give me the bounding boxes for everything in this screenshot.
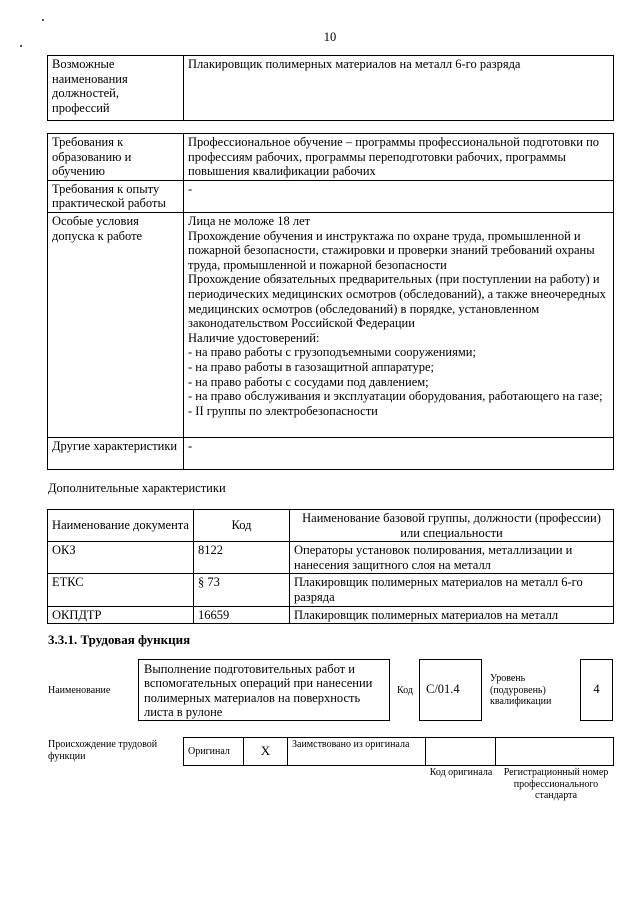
- reg-caption: Регистрационный номер профессионального стандарта: [503, 767, 609, 801]
- row-name: Операторы установок полирования, металлизации и нанесения защитного слоя на металл: [290, 542, 614, 574]
- job-titles-table: [47, 55, 614, 121]
- borrowed-label: Заимствовано из оригинала: [288, 738, 426, 766]
- scan-speck: [42, 19, 44, 21]
- origin-label: Происхождение трудовой функции: [48, 739, 158, 762]
- row-doc: ОКПДТР: [48, 606, 194, 624]
- level-value-box: 4: [580, 659, 613, 721]
- function-name-box: Выполнение подготовительных работ и вспомогательных операций при нанесении полимерных материалов на поверхность листа в рулоне: [138, 659, 390, 721]
- row-doc: ОКЗ: [48, 542, 194, 574]
- requirements-table: [47, 133, 614, 470]
- special-conditions-value: [184, 212, 614, 437]
- row-name: Плакировщик полимерных материалов на металл 6-го разряда: [290, 574, 614, 606]
- table-row: [48, 542, 614, 574]
- reg-number-cell: [496, 738, 614, 766]
- function-heading: 3.3.1. Трудовая функция: [48, 632, 191, 647]
- job-titles-label: Возможные наименования должностей, профессий: [48, 56, 184, 121]
- experience-value: -: [184, 180, 614, 212]
- condition-line: Прохождение обучения и инструктажа по охране труда, промышленной и пожарной безопасности, стажировки и проверки знаний требований охраны труда, промышленной и пожарной безопасности: [188, 228, 595, 272]
- experience-label: Требования к опыту практической работы: [48, 180, 184, 212]
- condition-line: Прохождение обязательных предварительных (при поступлении на работу) и периодических медицинских осмотров (обследований), а также внеочередных медицинских осмотров (обследований) в порядке, установленном законодательством Российской Федерации: [188, 272, 606, 331]
- original-label: Оригинал: [184, 738, 244, 766]
- code-value-box: C/01.4: [419, 659, 482, 721]
- other-label: Другие характеристики: [48, 437, 184, 469]
- code-caption: Код оригинала: [429, 767, 493, 778]
- row-code: 8122: [194, 542, 290, 574]
- original-code-cell: [426, 738, 496, 766]
- row-code: 16659: [194, 606, 290, 624]
- condition-line: - II группы по электробезопасности: [188, 403, 378, 418]
- other-value: -: [184, 437, 614, 469]
- condition-line: - на право работы с грузоподъемными сооружениями;: [188, 345, 476, 360]
- education-value: Профессиональное обучение – программы профессиональной подготовки по профессиям рабочих, программы переподготовки рабочих, программы повышения квалификации рабочих: [184, 134, 614, 181]
- row-code: § 73: [194, 574, 290, 606]
- condition-line: - на право работы в газозащитной аппаратуре;: [188, 359, 434, 374]
- code-label: Код: [397, 685, 413, 696]
- page-number: 10: [323, 30, 337, 44]
- table-row: [48, 606, 614, 624]
- condition-line: - на право работы с сосудами под давлением;: [188, 374, 429, 389]
- scan-speck: [20, 45, 22, 47]
- condition-line: Лица не моложе 18 лет: [188, 213, 311, 228]
- additional-table: [47, 509, 614, 624]
- education-label: Требования к образованию и обучению: [48, 134, 184, 181]
- row-name: Плакировщик полимерных материалов на металл: [290, 606, 614, 624]
- original-mark: X: [244, 738, 288, 766]
- condition-line: Наличие удостоверений:: [188, 330, 320, 345]
- header-group-name: Наименование базовой группы, должности (профессии) или специальности: [290, 510, 614, 542]
- additional-heading: Дополнительные характеристики: [48, 481, 226, 495]
- condition-line: - на право обслуживания и эксплуатации оборудования, работающего на газе;: [188, 389, 603, 404]
- table-row: [48, 574, 614, 606]
- origin-table: [183, 737, 614, 766]
- header-code: Код: [194, 510, 290, 542]
- function-name-label: Наименование: [48, 685, 111, 696]
- level-label: Уровень (подуровень) квалификации: [490, 673, 552, 707]
- special-conditions-label: Особые условия допуска к работе: [48, 212, 184, 437]
- row-doc: ЕТКС: [48, 574, 194, 606]
- header-document: Наименование документа: [48, 510, 194, 542]
- job-titles-value: Плакировщик полимерных материалов на металл 6-го разряда: [184, 56, 614, 121]
